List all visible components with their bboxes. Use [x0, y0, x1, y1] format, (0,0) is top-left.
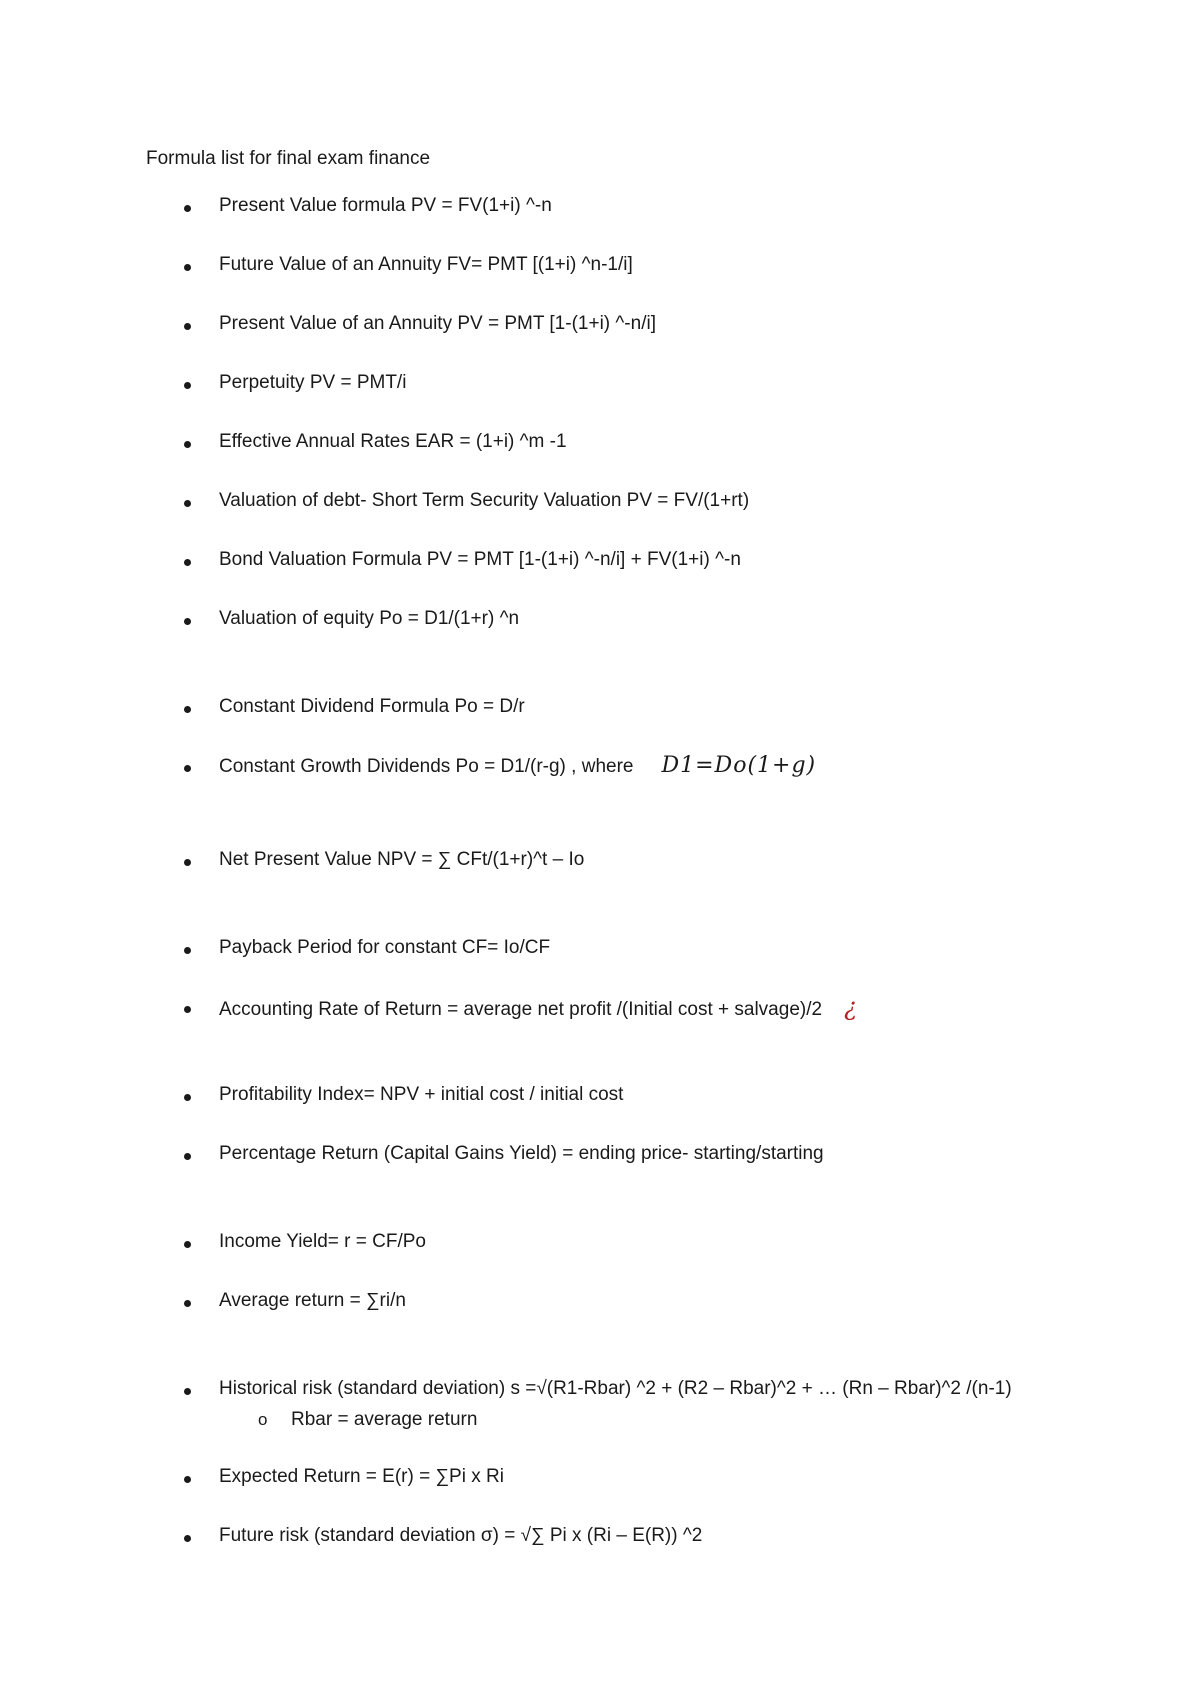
formula-text: Payback Period for constant CF= Io/CF [219, 937, 551, 958]
list-item [0, 1288, 1200, 1318]
bullet-icon [184, 1300, 191, 1307]
list-item [0, 193, 1200, 223]
list-item [0, 547, 1200, 577]
sub-list-item [0, 1407, 1200, 1437]
formula-text: Perpetuity PV = PMT/i [219, 372, 407, 393]
formula-text [219, 753, 816, 780]
formula-text: Average return = ∑ri/n [219, 1290, 406, 1311]
bullet-icon [184, 441, 191, 448]
formula-text: Bond Valuation Formula PV = PMT [1-(1+i) ^-n/i] + FV(1+i) ^-n [219, 549, 741, 570]
bullet-icon [184, 1388, 191, 1395]
list-item [0, 753, 1200, 783]
bullet-icon [184, 1535, 191, 1542]
sub-bullet-marker: o [258, 1410, 268, 1429]
list-item [0, 311, 1200, 341]
list-item [0, 488, 1200, 518]
formula-text: Constant Dividend Formula Po = D/r [219, 696, 525, 717]
bullet-icon [184, 264, 191, 271]
bullet-icon [184, 1476, 191, 1483]
inverted-question-mark: ¿ [844, 993, 857, 1021]
list-item [0, 1523, 1200, 1553]
bullet-icon [184, 1006, 191, 1013]
bullet-icon [184, 618, 191, 625]
formula-text: Net Present Value NPV = ∑ CFt/(1+r)^t – Io [219, 849, 585, 870]
formula-text: Present Value formula PV = FV(1+i) ^-n [219, 195, 552, 216]
list-item [0, 370, 1200, 400]
bullet-icon [184, 1153, 191, 1160]
list-item [0, 935, 1200, 965]
bullet-icon [184, 859, 191, 866]
bullet-icon [184, 500, 191, 507]
document-title: Formula list for final exam finance [146, 148, 431, 169]
bullet-icon [184, 765, 191, 772]
formula-text: Historical risk (standard deviation) s =√(R1-Rbar) ^2 + (R2 – Rbar)^2 + … (Rn – Rbar)^2 /(n-1) [219, 1378, 1012, 1399]
list-item [0, 252, 1200, 282]
list-item [0, 994, 1200, 1024]
bullet-icon [184, 1241, 191, 1248]
formula-text: Expected Return = E(r) = ∑Pi x Ri [219, 1466, 504, 1487]
formula-label: Accounting Rate of Return = average net profit /(Initial cost + salvage)/2 [219, 999, 823, 1020]
list-item [0, 1082, 1200, 1112]
bullet-icon [184, 559, 191, 566]
formula-text: Future Value of an Annuity FV= PMT [(1+i) ^n-1/i] [219, 254, 633, 275]
bullet-icon [184, 1094, 191, 1101]
formula-text: Valuation of debt- Short Term Security Valuation PV = FV/(1+rt) [219, 490, 750, 511]
formula-text [219, 994, 857, 1023]
list-item [0, 429, 1200, 459]
formula-text: Profitability Index= NPV + initial cost / initial cost [219, 1084, 624, 1105]
list-item [0, 1464, 1200, 1494]
bullet-icon [184, 947, 191, 954]
list-item [0, 1229, 1200, 1259]
list-item [0, 606, 1200, 636]
formula-text: Effective Annual Rates EAR = (1+i) ^m -1 [219, 431, 567, 452]
sub-item-text: Rbar = average return [291, 1409, 478, 1430]
list-item [0, 694, 1200, 724]
list-item [0, 847, 1200, 877]
math-expression: D1=Do(1+g) [661, 753, 817, 778]
bullet-icon [184, 205, 191, 212]
formula-label: Constant Growth Dividends Po = D1/(r-g) , where [219, 756, 634, 777]
formula-text: Future risk (standard deviation σ) = √∑ Pi x (Ri – E(R)) ^2 [219, 1525, 703, 1546]
bullet-icon [184, 323, 191, 330]
formula-text: Percentage Return (Capital Gains Yield) = ending price- starting/starting [219, 1143, 824, 1164]
formula-text: Valuation of equity Po = D1/(1+r) ^n [219, 608, 520, 629]
list-item [0, 1376, 1200, 1406]
formula-text: Income Yield= r = CF/Po [219, 1231, 426, 1252]
formula-text: Present Value of an Annuity PV = PMT [1-(1+i) ^-n/i] [219, 313, 656, 334]
bullet-icon [184, 382, 191, 389]
list-item [0, 1141, 1200, 1171]
bullet-icon [184, 706, 191, 713]
